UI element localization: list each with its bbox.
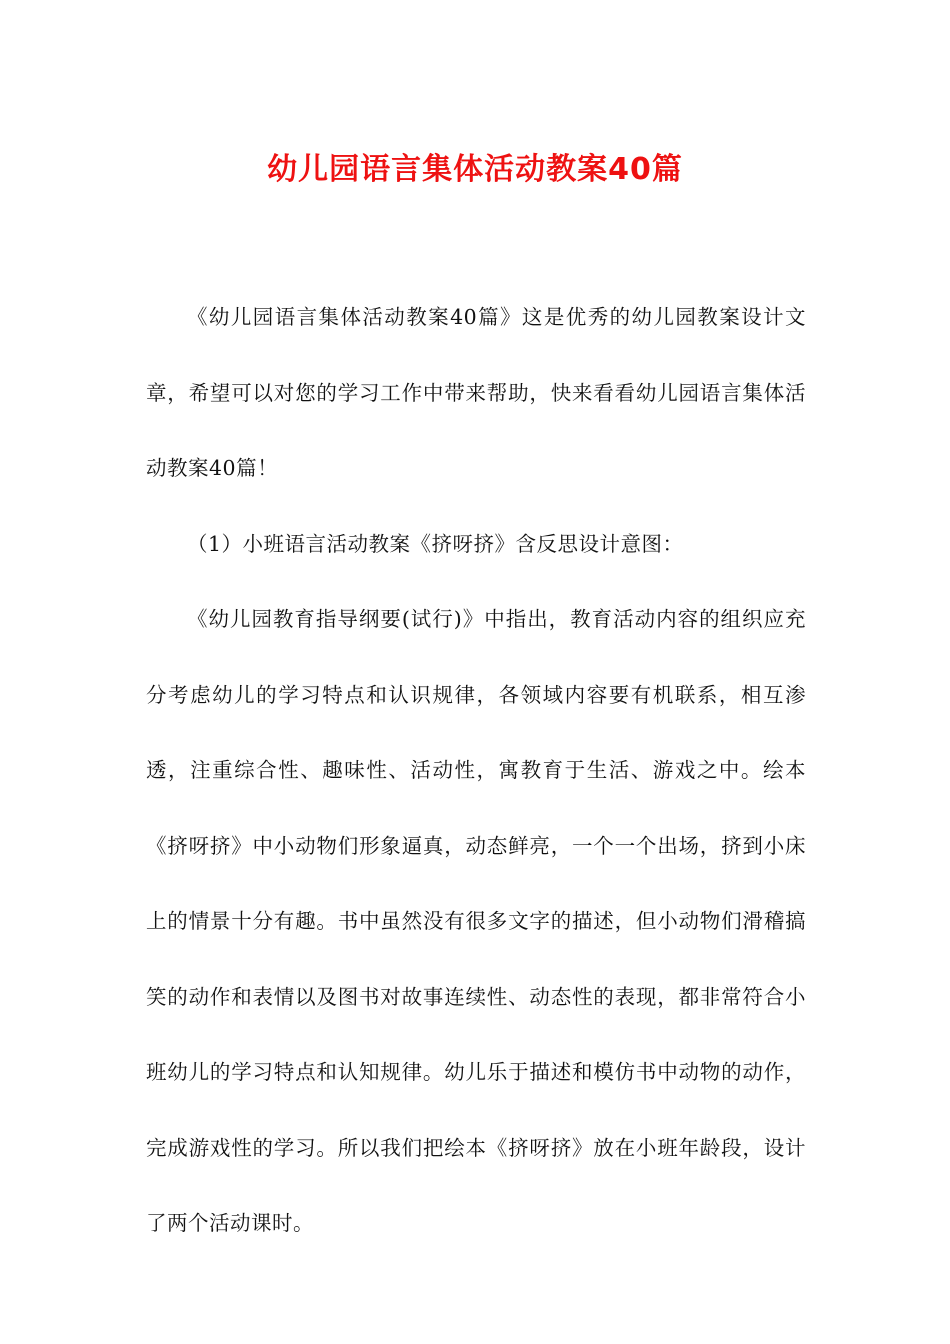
document-body bbox=[146, 280, 806, 1262]
design-intent-paragraph: 《幼儿园教育指导纲要(试行)》中指出，教育活动内容的组织应充分考虑幼儿的学习特点和认识规律，各领域内容要有机联系，相互渗透，注重综合性、趣味性、活动性，寓教育于生活、游戏之中。绘本《挤呀挤》中小动物们形象逼真，动态鲜亮，一个一个出场，挤到小床上的情景十分有趣。书中虽然没有很多文字的描述，但小动物们滑稽搞笑的动作和表情以及图书对故事连续性、动态性的表现，都非常符合小班幼儿的学习特点和认知规律。幼儿乐于描述和模仿书中动物的动作，完成游戏性的学习。所以我们把绘本《挤呀挤》放在小班年龄段，设计了两个活动课时。 bbox=[146, 607, 806, 1235]
document-title: 幼儿园语言集体活动教案40篇 bbox=[267, 152, 683, 187]
section-heading-paragraph: （1）小班语言活动教案《挤呀挤》含反思设计意图： bbox=[187, 531, 684, 556]
intro-paragraph: 《幼儿园语言集体活动教案40篇》这是优秀的幼儿园教案设计文章，希望可以对您的学习工作中带来帮助，快来看看幼儿园语言集体活动教案40篇！ bbox=[146, 305, 806, 480]
